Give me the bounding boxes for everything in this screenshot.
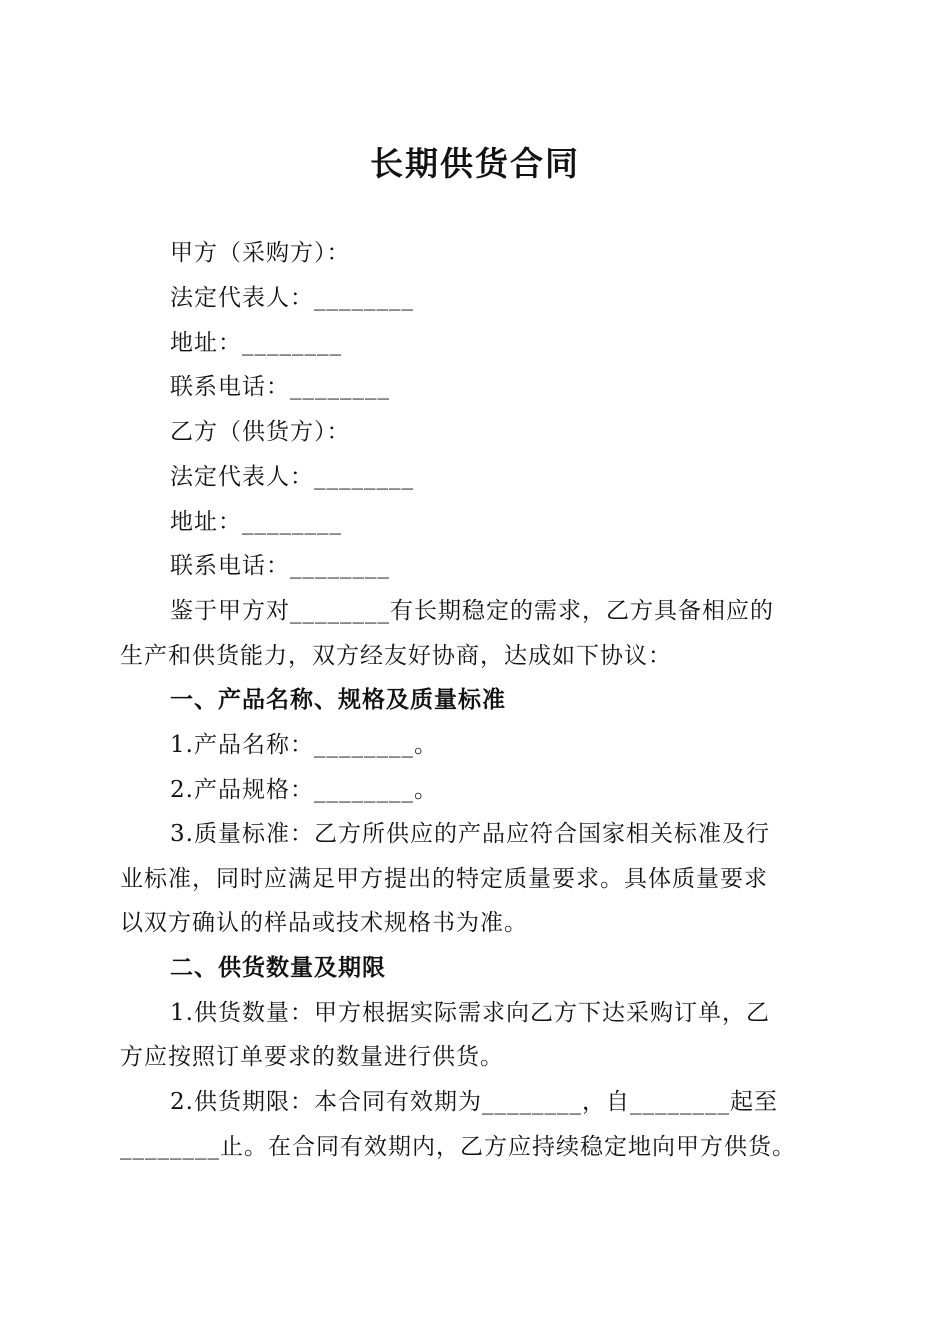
section-1-heading: 一、产品名称、规格及质量标准 (170, 687, 506, 713)
party-b-heading: 乙方（供货方）： (170, 419, 351, 445)
section-1-item-3-line-1: 3.质量标准：乙方所供应的产品应符合国家相关标准及行 (170, 821, 770, 847)
section-2-item-1-line-2: 方应按照订单要求的数量进行供货。 (120, 1044, 504, 1070)
section-2-item-1-line-1: 1.供货数量：甲方根据实际需求向乙方下达采购订单，乙 (170, 1000, 770, 1026)
section-2-heading: 二、供货数量及期限 (170, 955, 386, 981)
party-a-phone: 联系电话：________ (170, 374, 390, 400)
party-b-legal-rep: 法定代表人：________ (170, 464, 414, 490)
preamble-line-2: 生产和供货能力，双方经友好协商，达成如下协议： (120, 643, 672, 669)
party-a-heading: 甲方（采购方）： (170, 240, 351, 266)
section-1-item-2: 2.产品规格：________。 (170, 777, 438, 803)
section-1-item-1: 1.产品名称：________。 (170, 732, 438, 758)
party-a-address: 地址：________ (170, 330, 342, 356)
party-b-phone: 联系电话：________ (170, 553, 390, 579)
preamble-line-1: 鉴于甲方对________有长期稳定的需求，乙方具备相应的 (170, 598, 774, 624)
section-2-item-2-line-1: 2.供货期限：本合同有效期为________，自________起至 (170, 1089, 778, 1115)
section-2-item-2-line-2: ________止。在合同有效期内，乙方应持续稳定地向甲方供货。 (120, 1134, 796, 1160)
page-title: 长期供货合同 (370, 144, 580, 183)
party-a-legal-rep: 法定代表人：________ (170, 285, 414, 311)
section-1-item-3-line-3: 以双方确认的样品或技术规格书为准。 (120, 910, 528, 936)
party-b-address: 地址：________ (170, 509, 342, 535)
section-1-item-3-line-2: 业标准，同时应满足甲方提出的特定质量要求。具体质量要求 (120, 866, 768, 892)
